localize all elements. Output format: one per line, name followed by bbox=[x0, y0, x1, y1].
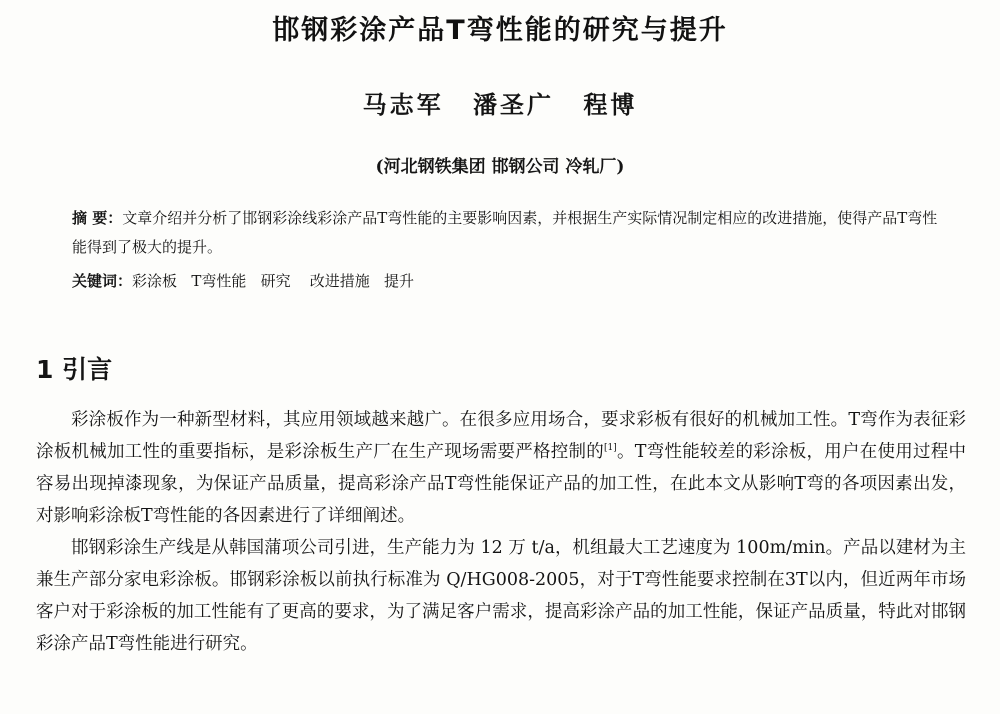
paragraph-1-part-a: 彩涂板作为一种新型材料，其应用领域越来越广。在很多应用场合，要求彩板有很好的机械加工性。T弯作为表征彩涂板机械加工性的重要指标，是彩涂板生产厂在生产现场需要严格控制的 bbox=[36, 410, 966, 462]
paragraph-1-part-b: 。T弯性能较差的彩涂板，用户在使用过程中容易出现掉漆现象，为保证产品质量，提高彩涂产品T弯性能保证产品的加工性，在此本文从影响T弯的各项因素出发，对影响彩涂板T弯性能的各因素进行了详细阐述。 bbox=[36, 442, 966, 526]
abstract-label: 摘 要： bbox=[72, 209, 123, 227]
abstract-text: 文章介绍并分析了邯钢彩涂线彩涂产品T弯性能的主要影响因素，并根据生产实际情况制定相应的改进措施，使得产品T弯性能得到了极大的提升。 bbox=[72, 209, 938, 256]
citation-ref: [1] bbox=[604, 443, 617, 454]
affiliation: (河北钢铁集团 邯钢公司 冷轧厂) bbox=[375, 157, 625, 177]
section-body bbox=[36, 404, 966, 660]
paragraph-1 bbox=[36, 404, 966, 532]
abstract bbox=[72, 204, 944, 262]
keywords bbox=[72, 268, 944, 294]
keywords-text: 彩涂板 T弯性能 研究 改进措施 提升 bbox=[132, 272, 415, 290]
keywords-label: 关键词： bbox=[72, 272, 133, 290]
section-heading-introduction: 1 引言 bbox=[36, 355, 113, 384]
paragraph-2: 邯钢彩涂生产线是从韩国蒲项公司引进，生产能力为 12 万 t/a，机组最大工艺速度为 100m/min。产品以建材为主兼生产部分家电彩涂板。邯钢彩涂板以前执行标准为 Q/HG008-2005，对于T弯性能要求控制在3T以内，但近两年市场客户对于彩涂板的加工性能有了更高的要求，为了满足客户需求，提高彩涂产品的加工性能，保证产品质量，特此对邯钢彩涂产品T弯性能进行研究。 bbox=[36, 538, 966, 654]
paper-title: 邯钢彩涂产品T弯性能的研究与提升 bbox=[272, 15, 728, 46]
author-list: 马志军 潘圣广 程博 bbox=[362, 90, 638, 119]
